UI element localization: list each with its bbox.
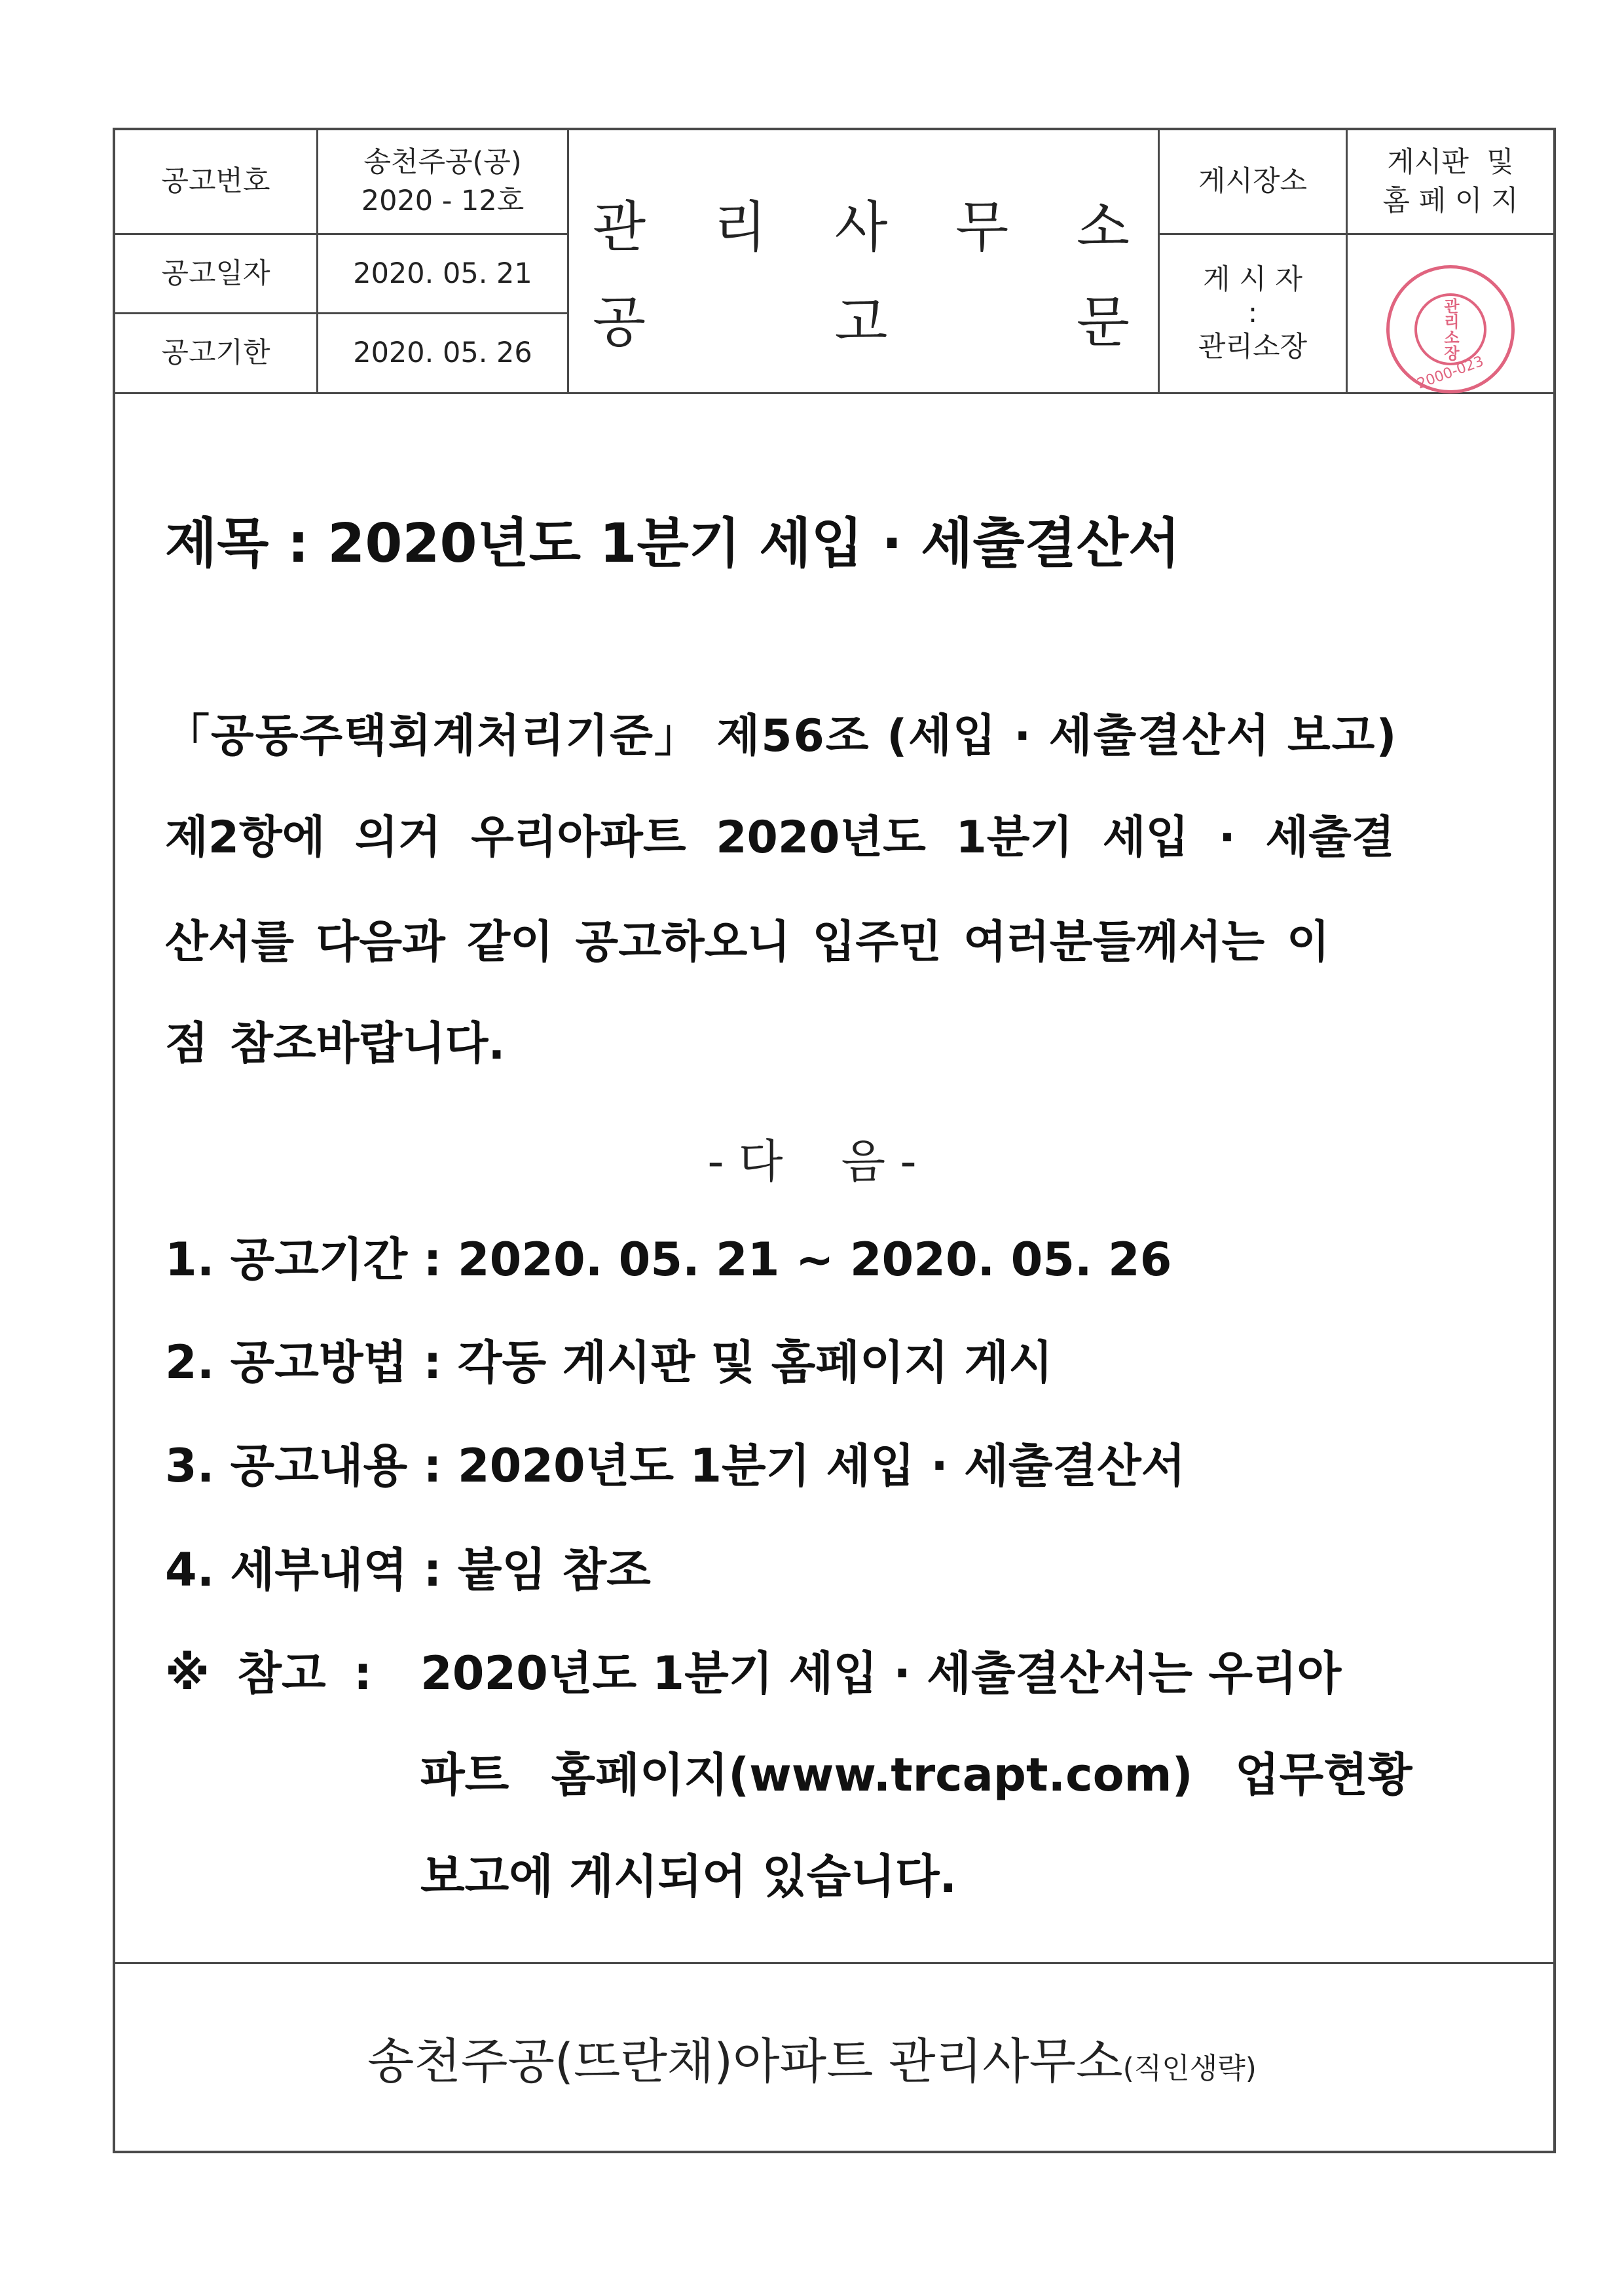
office-char: 관 <box>593 195 646 259</box>
post-place-value-line1: 게시판 및 <box>1387 146 1514 179</box>
item-method: 2. 공고방법 : 각동 게시판 및 홈페이지 게시 <box>165 1336 1053 1389</box>
notice-no-value <box>318 130 567 233</box>
poster-label-line2: : <box>1247 297 1258 330</box>
post-place-value <box>1348 130 1553 233</box>
body-line-1 <box>165 701 1501 764</box>
footer-seal-omitted: (직인생략) <box>1122 2052 1257 2085</box>
poster-label <box>1160 235 1346 392</box>
notice-date-label <box>115 235 316 312</box>
official-seal-text: 관리소장 <box>1441 298 1460 361</box>
office-char: 소 <box>1076 195 1130 259</box>
official-seal-stamp <box>1386 265 1515 393</box>
notice-deadline-label-text: 공고기한 <box>161 337 270 370</box>
notice-date-value-text: 2020. 05. 21 <box>353 257 532 290</box>
office-char: 사 <box>834 195 888 259</box>
notice-no-label-text: 공고번호 <box>161 165 270 198</box>
body-line-2 <box>165 802 1501 866</box>
notice-no-value-line1: 송천주공(공) <box>363 146 522 179</box>
notice-date-value <box>318 235 567 312</box>
item-details: 4. 세부내역 : 붙임 참조 <box>165 1543 651 1597</box>
body-line-text: 제2항에 의거 우리아파트 2020년도 1분기 세입 · 세출결 <box>165 812 1395 864</box>
note-line-3: 보고에 게시되어 있습니다. <box>420 1850 957 1903</box>
office-char: 문 <box>1076 290 1130 354</box>
official-seal-number: 2000-023 <box>1414 353 1486 393</box>
notice-no-label <box>115 130 316 233</box>
post-place-value-line2: 홈 페 이 지 <box>1382 184 1519 217</box>
item-period: 1. 공고기간 : 2020. 05. 21 ~ 2020. 05. 26 <box>165 1233 1172 1286</box>
post-place-label-text: 게시장소 <box>1198 165 1308 198</box>
footer-divider <box>113 1962 1556 1964</box>
office-heading-row2 <box>593 278 1130 357</box>
notice-deadline-value <box>318 314 567 392</box>
poster-label-line1: 게 시 자 <box>1203 263 1302 296</box>
body-line-text: 「공동주택회계처리기준」 제56조 (세입 · 세출결산서 보고) <box>165 710 1398 762</box>
poster-label-line3: 관리소장 <box>1198 330 1308 363</box>
office-char: 무 <box>955 195 1009 259</box>
notice-no-value-line2: 2020 - 12호 <box>361 184 525 217</box>
footer-office-name: 송천주공(뜨란채)아파트 관리사무소 <box>367 2033 1123 2090</box>
office-char: 리 <box>713 195 767 259</box>
notice-date-label-text: 공고일자 <box>161 257 270 290</box>
header-col-2 <box>567 128 569 393</box>
note-lead: ※ 참고 : <box>165 1647 373 1700</box>
office-heading-row1 <box>593 183 1130 263</box>
body-line-4 <box>165 1008 1501 1072</box>
body-line-text: 산서를 다음과 같이 공고하오니 입주민 여러분들께서는 이 <box>165 917 1330 968</box>
item-content: 3. 공고내용 : 2020년도 1분기 세입 · 세출결산서 <box>165 1439 1186 1493</box>
notice-deadline-label <box>115 314 316 392</box>
body-line-3 <box>165 907 1501 970</box>
footer-signature <box>0 2023 1624 2092</box>
office-char: 고 <box>834 290 888 354</box>
note-line-2: 파트 홈페이지(www.trcapt.com) 업무현황 <box>420 1748 1412 1802</box>
note-line-1: 2020년도 1분기 세입 · 세출결산서는 우리아 <box>420 1647 1342 1700</box>
body-line-text: 점 참조바랍니다. <box>165 1018 506 1070</box>
section-separator: - 다 음 - <box>707 1135 917 1188</box>
notice-deadline-value-text: 2020. 05. 26 <box>353 337 532 370</box>
post-place-label <box>1160 130 1346 233</box>
notice-title: 제목 : 2020년도 1분기 세입 · 세출결산서 <box>165 513 1181 575</box>
office-char: 공 <box>593 290 646 354</box>
header-bottom-border <box>113 392 1556 394</box>
